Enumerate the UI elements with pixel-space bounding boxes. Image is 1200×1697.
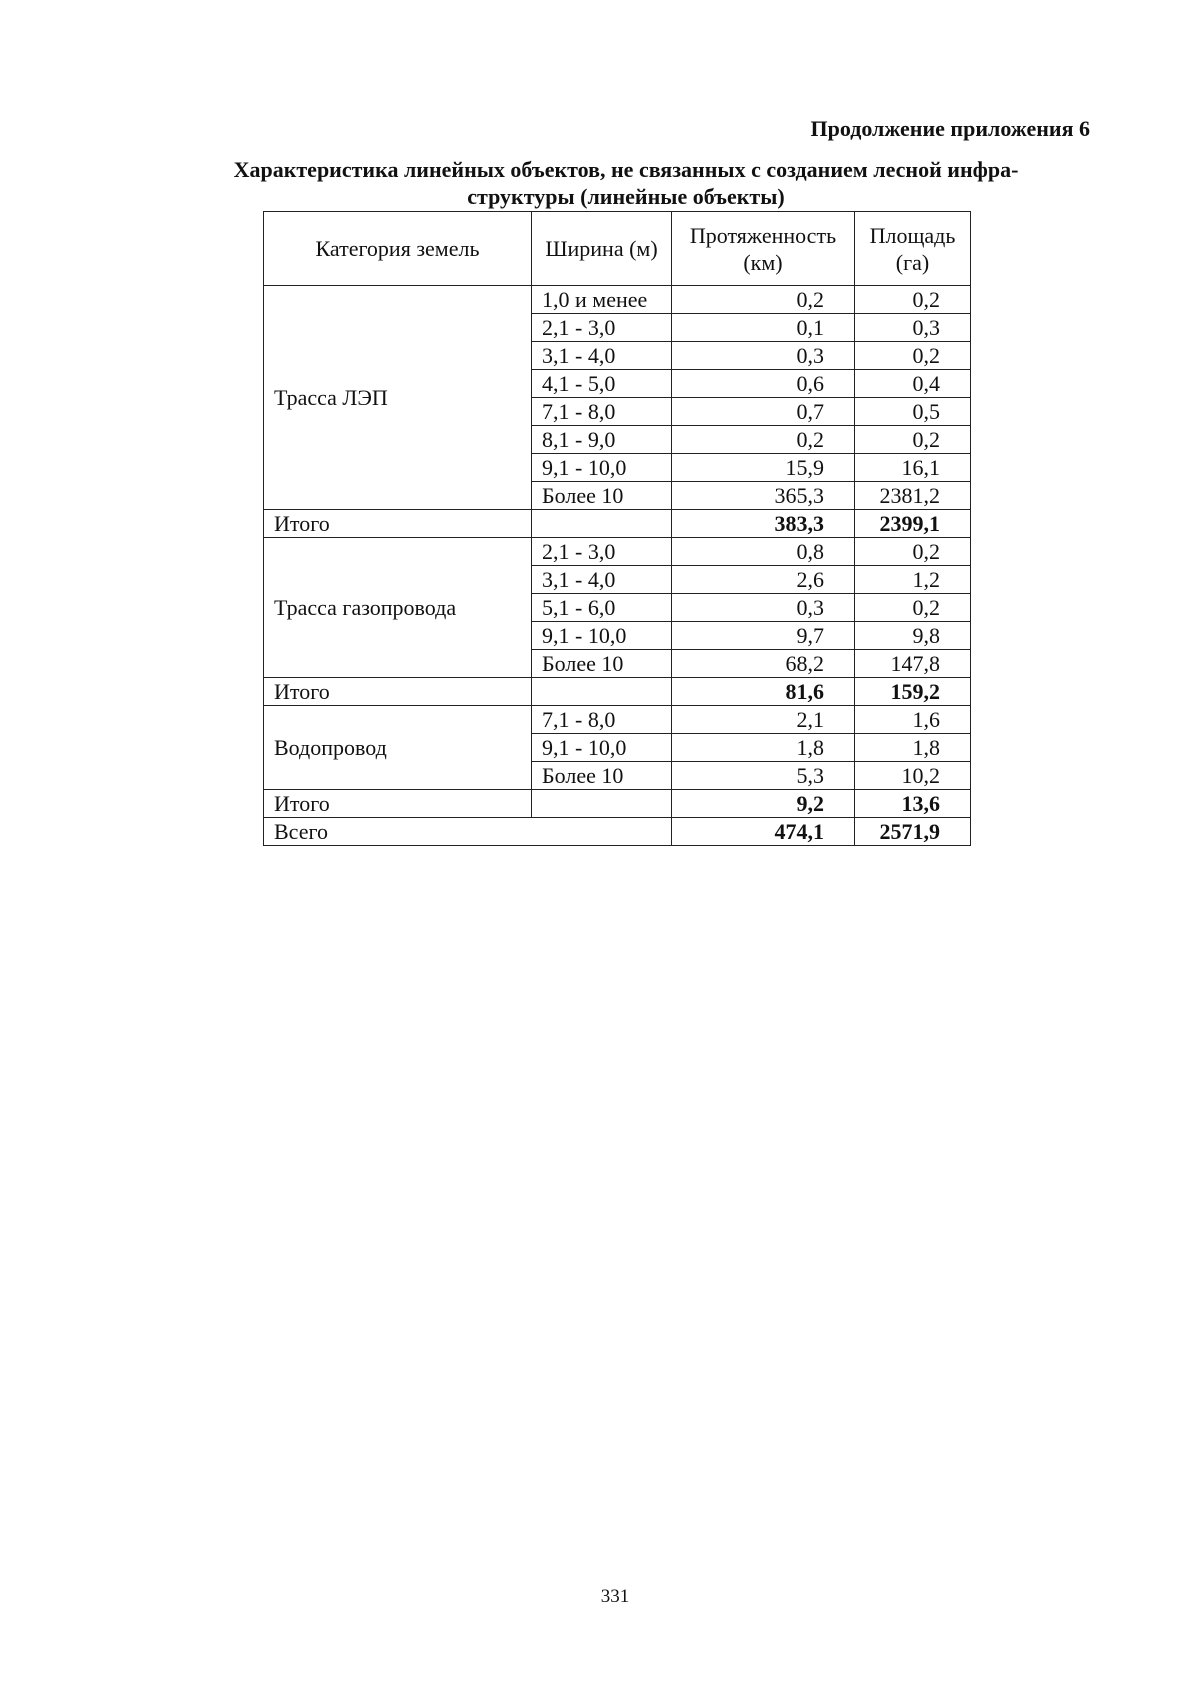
length-cell: 0,3 [672,594,855,622]
width-cell: 5,1 - 6,0 [532,594,672,622]
column-header-length: Протяженность (км) [672,212,855,286]
category-cell: Трасса ЛЭП [264,286,532,510]
table-body [264,286,971,846]
subtotal-empty-cell [532,678,672,706]
area-cell: 0,2 [855,342,971,370]
width-cell: 2,1 - 3,0 [532,314,672,342]
length-cell: 0,3 [672,342,855,370]
area-cell: 0,2 [855,426,971,454]
page-number: 331 [600,1586,630,1607]
length-cell: 2,6 [672,566,855,594]
subtotal-label: Итого [264,510,532,538]
area-cell: 1,8 [855,734,971,762]
length-cell: 0,1 [672,314,855,342]
table-title: Характеристика линейных объектов, не связанных с созданием лесной инфра-структуры (линейные объекты) [233,157,1019,209]
area-cell: 2381,2 [855,482,971,510]
width-cell: 9,1 - 10,0 [532,454,672,482]
table-row [264,286,971,314]
subtotal-label: Итого [264,678,532,706]
column-header-width: Ширина (м) [532,212,672,286]
length-cell: 5,3 [672,762,855,790]
length-cell: 0,2 [672,286,855,314]
column-header-area: Площадь (га) [855,212,971,286]
length-cell: 15,9 [672,454,855,482]
width-cell: 3,1 - 4,0 [532,342,672,370]
grand-total-label: Всего [264,818,672,846]
subtotal-empty-cell [532,510,672,538]
width-cell: 4,1 - 5,0 [532,370,672,398]
subtotal-area: 2399,1 [855,510,971,538]
subtotal-length: 383,3 [672,510,855,538]
area-cell: 1,6 [855,706,971,734]
length-cell: 0,8 [672,538,855,566]
length-cell: 365,3 [672,482,855,510]
length-cell: 1,8 [672,734,855,762]
area-cell: 16,1 [855,454,971,482]
subtotal-length: 81,6 [672,678,855,706]
width-cell: 2,1 - 3,0 [532,538,672,566]
area-cell: 147,8 [855,650,971,678]
subtotal-area: 13,6 [855,790,971,818]
grand-total-area: 2571,9 [855,818,971,846]
area-cell: 9,8 [855,622,971,650]
area-cell: 1,2 [855,566,971,594]
subtotal-row [264,678,971,706]
linear-objects-table [263,211,971,846]
width-cell: Более 10 [532,650,672,678]
length-cell: 68,2 [672,650,855,678]
column-header-category: Категория земель [264,212,532,286]
category-cell: Водопровод [264,706,532,790]
subtotal-empty-cell [532,790,672,818]
width-cell: 7,1 - 8,0 [532,398,672,426]
width-cell: 9,1 - 10,0 [532,622,672,650]
subtotal-length: 9,2 [672,790,855,818]
width-cell: 7,1 - 8,0 [532,706,672,734]
subtotal-row [264,790,971,818]
grand-total-row [264,818,971,846]
grand-total-length: 474,1 [672,818,855,846]
width-cell: 8,1 - 9,0 [532,426,672,454]
table-row [264,538,971,566]
appendix-label: Продолжение приложения 6 [810,116,1090,141]
subtotal-label: Итого [264,790,532,818]
length-cell: 0,2 [672,426,855,454]
category-cell: Трасса газопровода [264,538,532,678]
length-cell: 9,7 [672,622,855,650]
subtotal-area: 159,2 [855,678,971,706]
subtotal-row [264,510,971,538]
table-header-row [264,212,971,286]
area-cell: 0,3 [855,314,971,342]
length-cell: 0,7 [672,398,855,426]
width-cell: Более 10 [532,482,672,510]
area-cell: 0,4 [855,370,971,398]
width-cell: Более 10 [532,762,672,790]
width-cell: 3,1 - 4,0 [532,566,672,594]
area-cell: 0,2 [855,286,971,314]
table-row [264,706,971,734]
width-cell: 9,1 - 10,0 [532,734,672,762]
area-cell: 0,2 [855,538,971,566]
area-cell: 0,2 [855,594,971,622]
length-cell: 0,6 [672,370,855,398]
width-cell: 1,0 и менее [532,286,672,314]
area-cell: 0,5 [855,398,971,426]
area-cell: 10,2 [855,762,971,790]
length-cell: 2,1 [672,706,855,734]
